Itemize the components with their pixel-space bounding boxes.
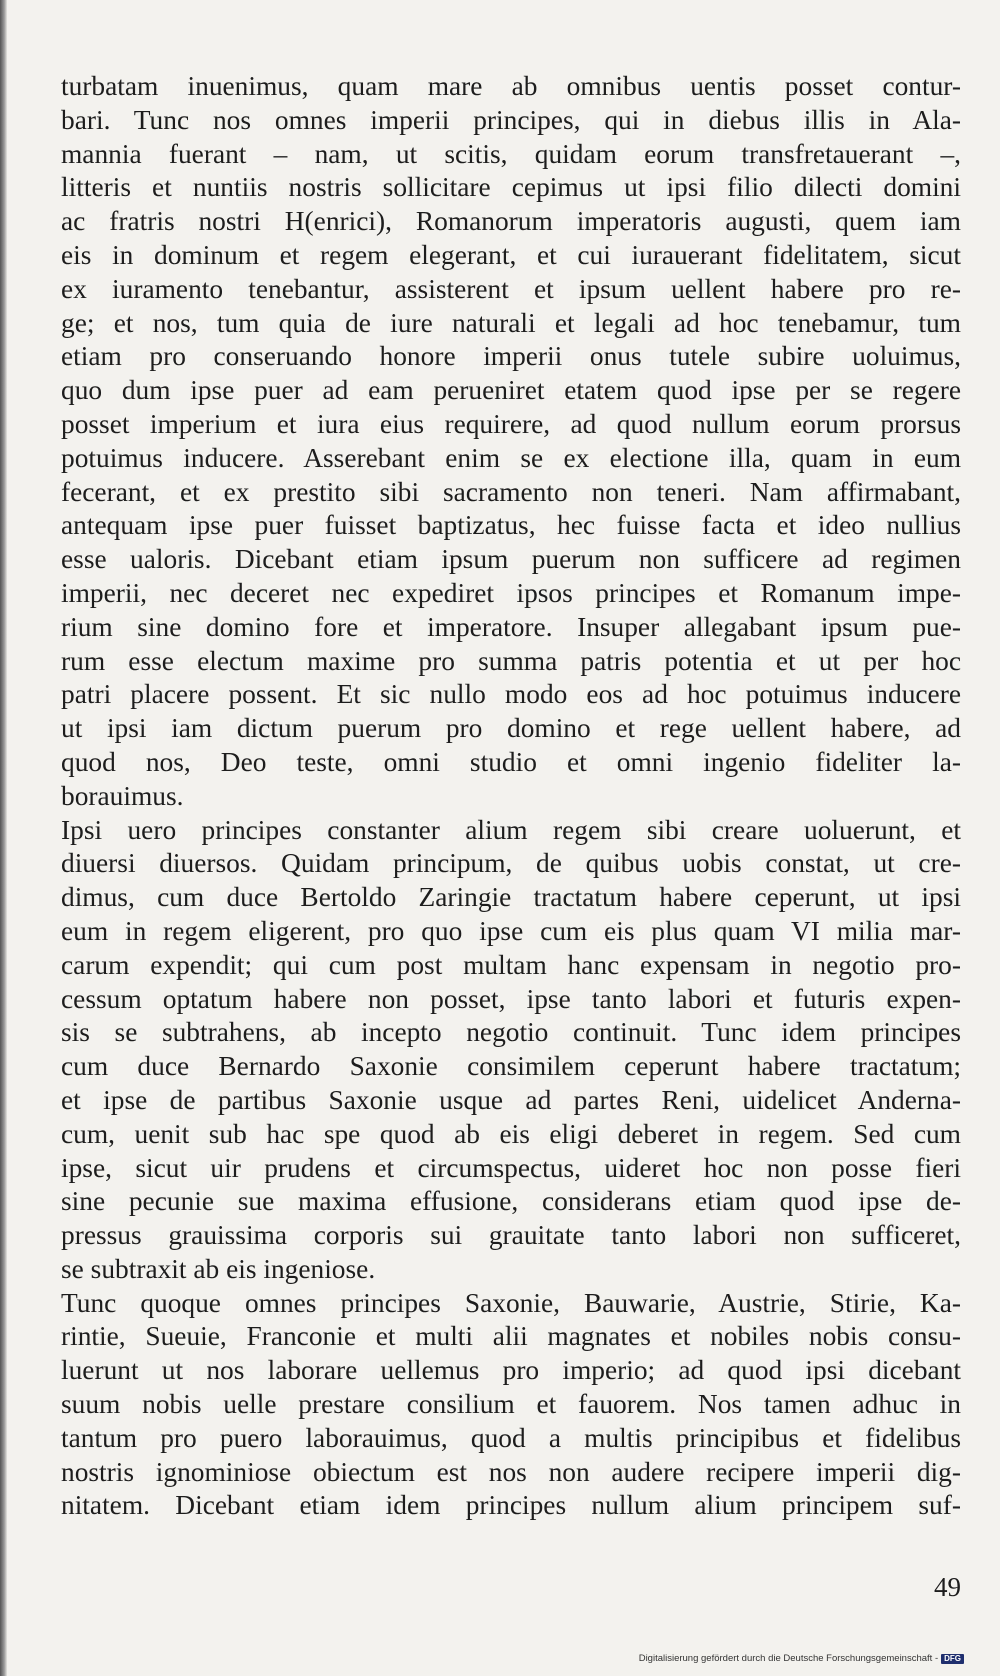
text-line: pressus grauissima corporis sui grauitate tanto labori non sufficeret, — [61, 1220, 961, 1251]
text-line: litteris et nuntiis nostris sollicitare cepimus ut ipsi filio dilecti domini — [61, 172, 961, 203]
text-line: posset imperium et iura eius requirere, ad quod nullum eorum prorsus — [61, 408, 961, 439]
text-line: cum, uenit sub hac spe quod ab eis eligi deberet in regem. Sed cum — [61, 1118, 961, 1149]
text-line: ut ipsi iam dictum puerum pro domino et rege uellent habere, ad — [61, 713, 961, 744]
text-line: sis se subtrahens, ab incepto negotio continuit. Tunc idem principes — [61, 1017, 961, 1048]
text-line: antequam ipse puer fuisset baptizatus, hec fuisse facta et ideo nullius — [61, 510, 961, 541]
paragraph-3 — [61, 1287, 961, 1524]
body-text — [61, 70, 961, 1523]
text-line: quod nos, Deo teste, omni studio et omni ingenio fideliter la- — [61, 746, 961, 777]
text-line: ex iuramento tenebantur, assisterent et ipsum uellent habere pro re- — [61, 273, 961, 304]
text-line: rium sine domino fore et imperatore. Insuper allegabant ipsum pue- — [61, 611, 961, 642]
credit-text: Digitalisierung gefördert durch die Deutsche Forschungsgemeinschaft - — [638, 1653, 939, 1664]
text-line: carum expendit; qui cum post multam hanc expensam in negotio pro- — [61, 949, 961, 980]
digitization-credit — [639, 1653, 964, 1665]
text-line: diuersi diuersos. Quidam principum, de quibus uobis constat, ut cre- — [61, 848, 961, 879]
text-line: esse ualoris. Dicebant etiam ipsum puerum non sufficere ad regimen — [61, 544, 961, 575]
text-line: Tunc quoque omnes principes Saxonie, Bauwarie, Austrie, Stirie, Ka- — [61, 1287, 961, 1318]
page-number: 49 — [934, 1572, 961, 1602]
text-line: fecerant, et ex prestito sibi sacramento non teneri. Nam affirmabant, — [61, 476, 961, 507]
text-line: patri placere possent. Et sic nullo modo eos ad hoc potuimus inducere — [61, 679, 961, 710]
text-line: rum esse electum maxime pro summa patris potentia et ut per hoc — [61, 645, 961, 676]
text-line: eis in dominum et regem elegerant, et cui iurauerant fidelitatem, sicut — [61, 239, 961, 270]
text-line: nostris ignominiose obiectum est nos non audere recipere imperii dig- — [61, 1456, 961, 1487]
text-line: cessum optatum habere non posset, ipse tanto labori et futuris expen- — [61, 983, 961, 1014]
text-line: etiam pro conseruando honore imperii onus tutele subire uoluimus, — [61, 341, 961, 372]
text-line: ipse, sicut uir prudens et circumspectus, uideret hoc non posse fieri — [61, 1152, 961, 1183]
binding-edge — [0, 0, 7, 1676]
text-line: bari. Tunc nos omnes imperii principes, qui in diebus illis in Ala- — [61, 104, 961, 135]
text-line: ge; et nos, tum quia de iure naturali et legali ad hoc tenebamur, tum — [61, 307, 961, 338]
text-line: et ipse de partibus Saxonie usque ad partes Reni, uidelicet Anderna- — [61, 1084, 961, 1115]
text-line: eum in regem eligerent, pro quo ipse cum eis plus quam VI milia mar- — [61, 915, 961, 946]
paragraph-2 — [61, 814, 961, 1287]
text-line: cum duce Bernardo Saxonie consimilem ceperunt habere tractatum; — [61, 1051, 961, 1082]
text-line: rintie, Sueuie, Franconie et multi alii magnates et nobiles nobis consu- — [61, 1321, 961, 1352]
text-line: quo dum ipse puer ad eam perueniret etatem quod ipse per se regere — [61, 375, 961, 406]
text-line: ac fratris nostri H(enrici), Romanorum imperatoris augusti, quem iam — [61, 206, 961, 237]
paragraph-1 — [61, 70, 961, 814]
text-line: tantum pro puero laborauimus, quod a multis principibus et fidelibus — [61, 1422, 961, 1453]
text-line: Ipsi uero principes constanter alium regem sibi creare uoluerunt, et — [61, 814, 961, 845]
text-line: se subtraxit ab eis ingeniose. — [61, 1253, 376, 1284]
text-line: borauimus. — [61, 780, 184, 811]
text-line: potuimus inducere. Asserebant enim se ex electione illa, quam in eum — [61, 442, 961, 473]
text-line: turbatam inuenimus, quam mare ab omnibus uentis posset contur- — [61, 71, 961, 101]
text-line: dimus, cum duce Bertoldo Zaringie tractatum habere ceperunt, ut ipsi — [61, 882, 961, 913]
text-line: suum nobis uelle prestare consilium et fauorem. Nos tamen adhuc in — [61, 1389, 961, 1420]
text-line: imperii, nec deceret nec expediret ipsos principes et Romanum impe- — [61, 577, 961, 608]
dfg-logo-icon: DFG — [941, 1654, 964, 1664]
text-line: mannia fuerant – nam, ut scitis, quidam eorum transfretauerant –, — [61, 138, 961, 169]
text-line: sine pecunie sue maxima effusione, considerans etiam quod ipse de- — [61, 1186, 961, 1217]
text-line: nitatem. Dicebant etiam idem principes nullum alium principem suf- — [61, 1490, 961, 1521]
text-line: luerunt ut nos laborare uellemus pro imperio; ad quod ipsi dicebant — [61, 1355, 961, 1386]
